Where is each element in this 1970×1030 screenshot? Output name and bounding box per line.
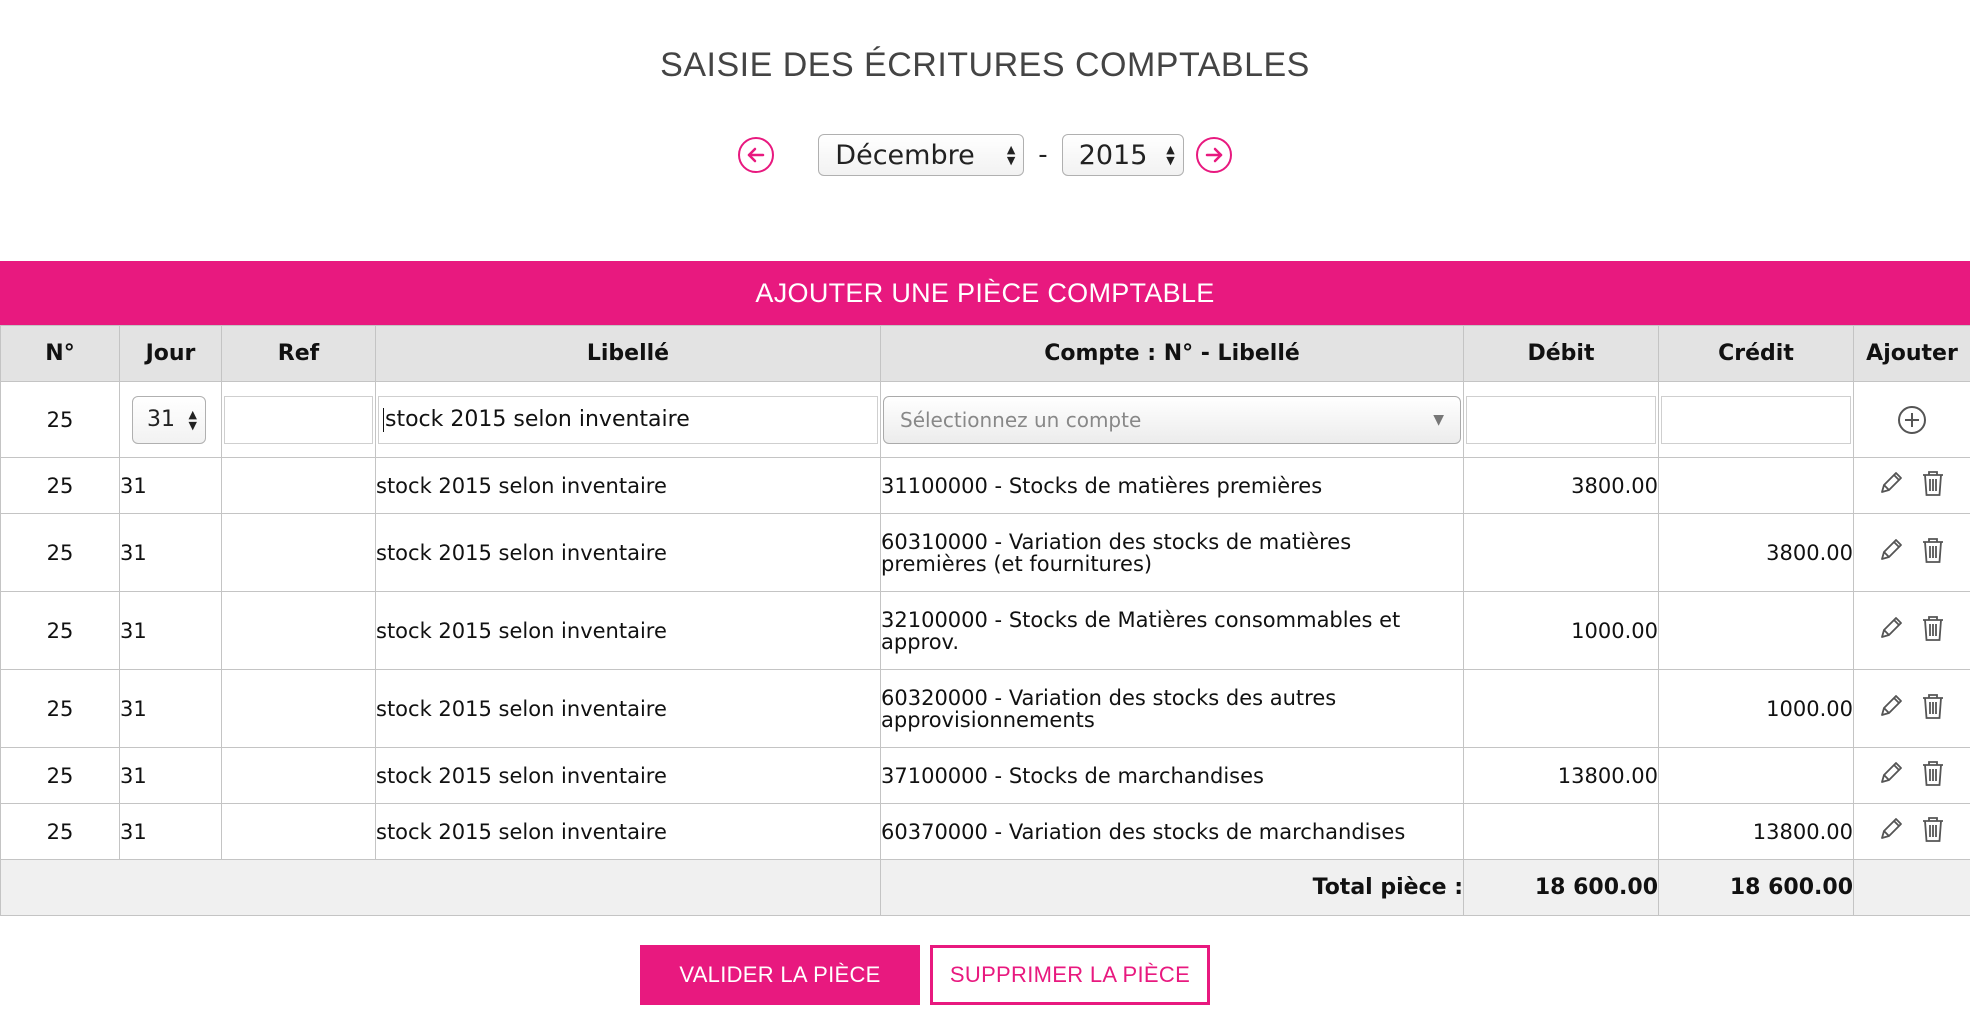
edit-line-button[interactable]: [1877, 814, 1905, 849]
row-compte: 60310000 - Variation des stocks de matières premières (et fournitures): [881, 514, 1464, 592]
total-label: Total pièce :: [881, 860, 1464, 916]
table-row: [1, 458, 1970, 514]
new-entry-row: [1, 382, 1970, 458]
row-compte: 37100000 - Stocks de marchandises: [881, 748, 1464, 804]
year-select-value: 2015: [1078, 139, 1148, 171]
row-num: 25: [1, 804, 120, 860]
header-jour: Jour: [120, 326, 222, 382]
row-ref: [222, 670, 376, 748]
page-title: SAISIE DES ÉCRITURES COMPTABLES: [660, 46, 1310, 84]
row-compte: 60370000 - Variation des stocks de marchandises: [881, 804, 1464, 860]
year-select[interactable]: [1062, 134, 1184, 176]
trash-icon: [1919, 758, 1947, 788]
table-row: [1, 592, 1970, 670]
previous-month-button[interactable]: [738, 137, 774, 173]
table-row: [1, 804, 1970, 860]
total-row: [1, 860, 1970, 916]
edit-line-button[interactable]: [1877, 691, 1905, 726]
row-actions-group: [1854, 468, 1970, 503]
row-actions-group: [1854, 758, 1970, 793]
row-num: 25: [1, 670, 120, 748]
row-credit: 3800.00: [1659, 514, 1854, 592]
pencil-icon: [1877, 613, 1905, 643]
next-month-button[interactable]: [1196, 137, 1232, 173]
entries-table: [0, 325, 1970, 916]
debit-input[interactable]: [1466, 396, 1656, 444]
trash-icon: [1919, 613, 1947, 643]
row-ref: [222, 514, 376, 592]
row-num: 25: [1, 592, 120, 670]
row-ref: [222, 458, 376, 514]
row-actions-group: [1854, 814, 1970, 849]
period-navigation: [0, 134, 1970, 176]
add-entry-banner: AJOUTER UNE PIÈCE COMPTABLE: [0, 261, 1970, 325]
delete-line-button[interactable]: [1919, 691, 1947, 726]
period-separator: -: [1038, 140, 1048, 170]
new-entry-day-cell: [120, 382, 222, 458]
trash-icon: [1919, 535, 1947, 565]
row-jour: 31: [120, 748, 222, 804]
row-jour: 31: [120, 670, 222, 748]
new-entry-num: 25: [1, 382, 120, 458]
row-num: 25: [1, 748, 120, 804]
row-actions-group: [1854, 691, 1970, 726]
trash-icon: [1919, 468, 1947, 498]
row-actions: [1854, 592, 1970, 670]
delete-line-button[interactable]: [1919, 758, 1947, 793]
account-select-placeholder: Sélectionnez un compte: [900, 407, 1142, 432]
libelle-input[interactable]: [378, 396, 878, 444]
ref-input[interactable]: [224, 396, 373, 444]
row-jour: 31: [120, 592, 222, 670]
new-entry-account-cell: [881, 382, 1464, 458]
new-entry-libelle-cell: [376, 382, 881, 458]
account-select[interactable]: [883, 396, 1461, 444]
table-header-row: [1, 326, 1970, 382]
row-debit: [1464, 670, 1659, 748]
row-credit: [1659, 748, 1854, 804]
row-debit: 13800.00: [1464, 748, 1659, 804]
row-credit: 1000.00: [1659, 670, 1854, 748]
header-compte: Compte : N° - Libellé: [881, 326, 1464, 382]
header-ajouter: Ajouter: [1854, 326, 1970, 382]
row-debit: [1464, 804, 1659, 860]
pencil-icon: [1877, 758, 1905, 788]
month-select-value: Décembre: [835, 139, 975, 171]
row-libelle: stock 2015 selon inventaire: [376, 670, 881, 748]
row-ref: [222, 748, 376, 804]
row-ref: [222, 804, 376, 860]
delete-line-button[interactable]: [1919, 468, 1947, 503]
header-ref: Ref: [222, 326, 376, 382]
row-actions: [1854, 804, 1970, 860]
edit-line-button[interactable]: [1877, 468, 1905, 503]
credit-input[interactable]: [1661, 396, 1851, 444]
row-actions: [1854, 748, 1970, 804]
total-spacer: [1, 860, 881, 916]
row-libelle: stock 2015 selon inventaire: [376, 804, 881, 860]
row-actions-group: [1854, 613, 1970, 648]
select-arrows-icon: ▲ ▼: [188, 407, 197, 432]
add-line-button[interactable]: [1854, 404, 1970, 436]
delete-line-button[interactable]: [1919, 535, 1947, 570]
arrow-left-icon: [744, 143, 768, 167]
select-arrows-icon: ▲ ▼: [1166, 143, 1175, 167]
row-jour: 31: [120, 804, 222, 860]
header-libelle: Libellé: [376, 326, 881, 382]
day-select[interactable]: [132, 396, 206, 444]
new-entry-ref-cell: [222, 382, 376, 458]
row-credit: 13800.00: [1659, 804, 1854, 860]
table-row: [1, 670, 1970, 748]
row-debit: 3800.00: [1464, 458, 1659, 514]
row-libelle: stock 2015 selon inventaire: [376, 458, 881, 514]
row-compte: 60320000 - Variation des stocks des autres approvisionnements: [881, 670, 1464, 748]
row-ref: [222, 592, 376, 670]
row-actions: [1854, 458, 1970, 514]
header-credit: Crédit: [1659, 326, 1854, 382]
text-cursor: [383, 408, 384, 432]
day-select-value: 31: [147, 407, 175, 432]
row-actions: [1854, 670, 1970, 748]
new-entry-debit-cell: [1464, 382, 1659, 458]
row-libelle: stock 2015 selon inventaire: [376, 592, 881, 670]
pencil-icon: [1877, 691, 1905, 721]
month-select[interactable]: [818, 134, 1024, 176]
new-entry-add-cell: [1854, 382, 1970, 458]
pencil-icon: [1877, 814, 1905, 844]
edit-line-button[interactable]: [1877, 535, 1905, 570]
select-arrows-icon: ▲ ▼: [1006, 143, 1016, 167]
delete-line-button[interactable]: [1919, 814, 1947, 849]
row-libelle: stock 2015 selon inventaire: [376, 748, 881, 804]
validate-button[interactable]: VALIDER LA PIÈCE: [640, 945, 920, 1005]
trash-icon: [1919, 814, 1947, 844]
header-num: N°: [1, 326, 120, 382]
row-credit: [1659, 592, 1854, 670]
row-actions-group: [1854, 535, 1970, 570]
header-debit: Débit: [1464, 326, 1659, 382]
libelle-input-value: stock 2015 selon inventaire: [385, 406, 690, 432]
row-debit: 1000.00: [1464, 592, 1659, 670]
pencil-icon: [1877, 468, 1905, 498]
row-jour: 31: [120, 458, 222, 514]
total-empty: [1854, 860, 1970, 916]
new-entry-credit-cell: [1659, 382, 1854, 458]
dropdown-arrow-icon: ▼: [1433, 411, 1444, 428]
edit-line-button[interactable]: [1877, 758, 1905, 793]
row-credit: [1659, 458, 1854, 514]
total-debit: 18 600.00: [1464, 860, 1659, 916]
table-row: [1, 514, 1970, 592]
trash-icon: [1919, 691, 1947, 721]
row-jour: 31: [120, 514, 222, 592]
row-libelle: stock 2015 selon inventaire: [376, 514, 881, 592]
row-compte: 32100000 - Stocks de Matières consommables et approv.: [881, 592, 1464, 670]
row-compte: 31100000 - Stocks de matières premières: [881, 458, 1464, 514]
pencil-icon: [1877, 535, 1905, 565]
edit-line-button[interactable]: [1877, 613, 1905, 648]
arrow-right-icon: [1202, 143, 1226, 167]
row-num: 25: [1, 514, 120, 592]
row-actions: [1854, 514, 1970, 592]
row-debit: [1464, 514, 1659, 592]
footer-buttons: [0, 945, 1970, 1005]
add-circle-icon: [1896, 404, 1928, 436]
delete-button[interactable]: SUPPRIMER LA PIÈCE: [930, 945, 1210, 1005]
total-credit: 18 600.00: [1659, 860, 1854, 916]
row-num: 25: [1, 458, 120, 514]
table-row: [1, 748, 1970, 804]
delete-line-button[interactable]: [1919, 613, 1947, 648]
